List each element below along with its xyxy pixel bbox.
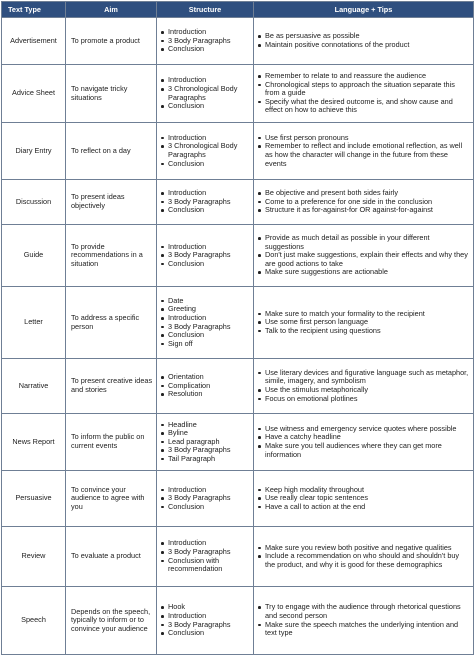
structure-list [160, 539, 250, 573]
structure-item: Conclusion [160, 260, 250, 269]
tips-cell [254, 471, 474, 527]
structure-item: 3 Body Paragraphs [160, 621, 250, 630]
table-row [2, 527, 474, 587]
structure-item: Conclusion [160, 45, 250, 54]
structure-item: Orientation [160, 373, 250, 382]
tip-item: Maintain positive connotations of the product [257, 41, 470, 50]
tips-cell [254, 359, 474, 414]
table-body [2, 18, 474, 655]
structure-item: Conclusion [160, 206, 250, 215]
structure-item: 3 Chronological Body Paragraphs [160, 142, 250, 159]
tips-list [257, 189, 470, 215]
tip-item: Be as persuasive as possible [257, 32, 470, 41]
tips-list [257, 134, 470, 168]
aim-cell: To promote a product [66, 18, 157, 65]
structure-item: Greeting [160, 305, 250, 314]
tips-list [257, 32, 470, 49]
text-type-cell: Persuasive [2, 471, 66, 527]
structure-item: Lead paragraph [160, 438, 250, 447]
structure-list [160, 134, 250, 168]
tip-item: Structure it as for-against-for OR against-for-against [257, 206, 470, 215]
structure-item: Resolution [160, 390, 250, 399]
structure-cell [157, 287, 254, 359]
tips-list [257, 369, 470, 403]
structure-item: Introduction [160, 612, 250, 621]
aim-cell: To provide recommendations in a situation [66, 225, 157, 287]
tip-item: Make sure the speech matches the underlying intention and text type [257, 621, 470, 638]
table-row [2, 359, 474, 414]
table-row [2, 123, 474, 180]
tips-list [257, 603, 470, 637]
tip-item: Have a call to action at the end [257, 503, 470, 512]
tip-item: Use literary devices and figurative language such as metaphor, simile, imagery, and symbolism [257, 369, 470, 386]
tip-item: Make sure you tell audiences where they can get more information [257, 442, 470, 459]
table-row [2, 180, 474, 225]
structure-list [160, 243, 250, 269]
aim-cell: To present creative ideas and stories [66, 359, 157, 414]
text-type-cell: Advice Sheet [2, 65, 66, 123]
table-row [2, 225, 474, 287]
aim-cell: To present ideas objectively [66, 180, 157, 225]
structure-cell [157, 225, 254, 287]
header-aim: Aim [66, 2, 157, 18]
structure-item: Tail Paragraph [160, 455, 250, 464]
tip-item: Try to engage with the audience through rhetorical questions and second person [257, 603, 470, 620]
structure-item: Conclusion [160, 102, 250, 111]
aim-cell: To address a specific person [66, 287, 157, 359]
tip-item: Use some first person language [257, 318, 470, 327]
tip-item: Make sure you review both positive and negative qualities [257, 544, 470, 553]
tip-item: Be objective and present both sides fairly [257, 189, 470, 198]
aim-cell: To evaluate a product [66, 527, 157, 587]
structure-list [160, 603, 250, 637]
tips-cell [254, 18, 474, 65]
tips-cell [254, 65, 474, 123]
table-row [2, 287, 474, 359]
tips-cell [254, 414, 474, 471]
structure-list [160, 189, 250, 215]
table-row [2, 18, 474, 65]
tips-list [257, 310, 470, 336]
text-type-cell: Speech [2, 587, 66, 655]
structure-item: Conclusion with recommendation [160, 557, 250, 574]
header-row [2, 2, 474, 18]
aim-cell: To inform the public on current events [66, 414, 157, 471]
tip-item: Come to a preference for one side in the conclusion [257, 198, 470, 207]
structure-list [160, 421, 250, 464]
tip-item: Remember to reflect and include emotional reflection, as well as how the character will change in the future from these events [257, 142, 470, 168]
structure-item: Introduction [160, 539, 250, 548]
structure-item: Complication [160, 382, 250, 391]
table-row [2, 65, 474, 123]
structure-item: Headline [160, 421, 250, 430]
tips-list [257, 425, 470, 459]
structure-item: 3 Chronological Body Paragraphs [160, 85, 250, 102]
tip-item: Make sure suggestions are actionable [257, 268, 470, 277]
tips-cell [254, 225, 474, 287]
tip-item: Chronological steps to approach the situation separate this from a guide [257, 81, 470, 98]
structure-cell [157, 359, 254, 414]
tips-cell [254, 587, 474, 655]
structure-list [160, 76, 250, 110]
structure-item: Introduction [160, 189, 250, 198]
text-type-cell: Diary Entry [2, 123, 66, 180]
text-type-cell: Advertisement [2, 18, 66, 65]
tip-item: Use the stimulus metaphorically [257, 386, 470, 395]
structure-cell [157, 65, 254, 123]
text-type-cell: Review [2, 527, 66, 587]
structure-item: 3 Body Paragraphs [160, 323, 250, 332]
tip-item: Include a recommendation on who should and shouldn't buy the product, and why it is good for these demographics [257, 552, 470, 569]
tips-cell [254, 287, 474, 359]
text-type-cell: Guide [2, 225, 66, 287]
text-type-cell: Discussion [2, 180, 66, 225]
tips-list [257, 544, 470, 570]
header-structure: Structure [157, 2, 254, 18]
tip-item: Use really clear topic sentences [257, 494, 470, 503]
tips-cell [254, 180, 474, 225]
text-type-cell: News Report [2, 414, 66, 471]
aim-cell: Depends on the speech, typically to inform or to convince your audience [66, 587, 157, 655]
structure-item: Date [160, 297, 250, 306]
tip-item: Make sure to match your formality to the recipient [257, 310, 470, 319]
structure-item: Conclusion [160, 331, 250, 340]
tip-item: Use witness and emergency service quotes where possible [257, 425, 470, 434]
structure-item: 3 Body Paragraphs [160, 198, 250, 207]
text-type-cell: Letter [2, 287, 66, 359]
structure-item: Conclusion [160, 503, 250, 512]
tips-list [257, 486, 470, 512]
structure-item: 3 Body Paragraphs [160, 548, 250, 557]
structure-cell [157, 180, 254, 225]
structure-cell [157, 471, 254, 527]
tip-item: Don't just make suggestions, explain their effects and why they are good actions to take [257, 251, 470, 268]
tip-item: Focus on emotional plotlines [257, 395, 470, 404]
structure-cell [157, 414, 254, 471]
structure-item: Sign off [160, 340, 250, 349]
structure-item: Introduction [160, 76, 250, 85]
structure-item: Introduction [160, 314, 250, 323]
structure-item: 3 Body Paragraphs [160, 446, 250, 455]
structure-cell [157, 18, 254, 65]
structure-item: Byline [160, 429, 250, 438]
text-types-table [1, 1, 474, 655]
structure-item: Introduction [160, 28, 250, 37]
tip-item: Remember to relate to and reassure the audience [257, 72, 470, 81]
header-language-tips: Language + Tips [254, 2, 474, 18]
structure-cell [157, 587, 254, 655]
structure-list [160, 486, 250, 512]
structure-item: 3 Body Paragraphs [160, 251, 250, 260]
tip-item: Talk to the recipient using questions [257, 327, 470, 336]
structure-list [160, 297, 250, 349]
tip-item: Specify what the desired outcome is, and show cause and effect on how to achieve this [257, 98, 470, 115]
table-row [2, 414, 474, 471]
tips-cell [254, 527, 474, 587]
structure-item: 3 Body Paragraphs [160, 494, 250, 503]
structure-item: Introduction [160, 243, 250, 252]
structure-item: Conclusion [160, 629, 250, 638]
structure-list [160, 373, 250, 399]
tips-list [257, 234, 470, 277]
tips-cell [254, 123, 474, 180]
table-row [2, 471, 474, 527]
structure-item: Hook [160, 603, 250, 612]
aim-cell: To reflect on a day [66, 123, 157, 180]
tip-item: Keep high modality throughout [257, 486, 470, 495]
aim-cell: To navigate tricky situations [66, 65, 157, 123]
tip-item: Have a catchy headline [257, 433, 470, 442]
structure-cell [157, 123, 254, 180]
tips-list [257, 72, 470, 115]
tip-item: Use first person pronouns [257, 134, 470, 143]
structure-cell [157, 527, 254, 587]
structure-list [160, 28, 250, 54]
structure-item: Conclusion [160, 160, 250, 169]
aim-cell: To convince your audience to agree with you [66, 471, 157, 527]
text-type-cell: Narrative [2, 359, 66, 414]
structure-item: Introduction [160, 134, 250, 143]
structure-item: Introduction [160, 486, 250, 495]
tip-item: Provide as much detail as possible in your different suggestions [257, 234, 470, 251]
header-text-type: Text Type [2, 2, 66, 18]
structure-item: 3 Body Paragraphs [160, 37, 250, 46]
table-row [2, 587, 474, 655]
